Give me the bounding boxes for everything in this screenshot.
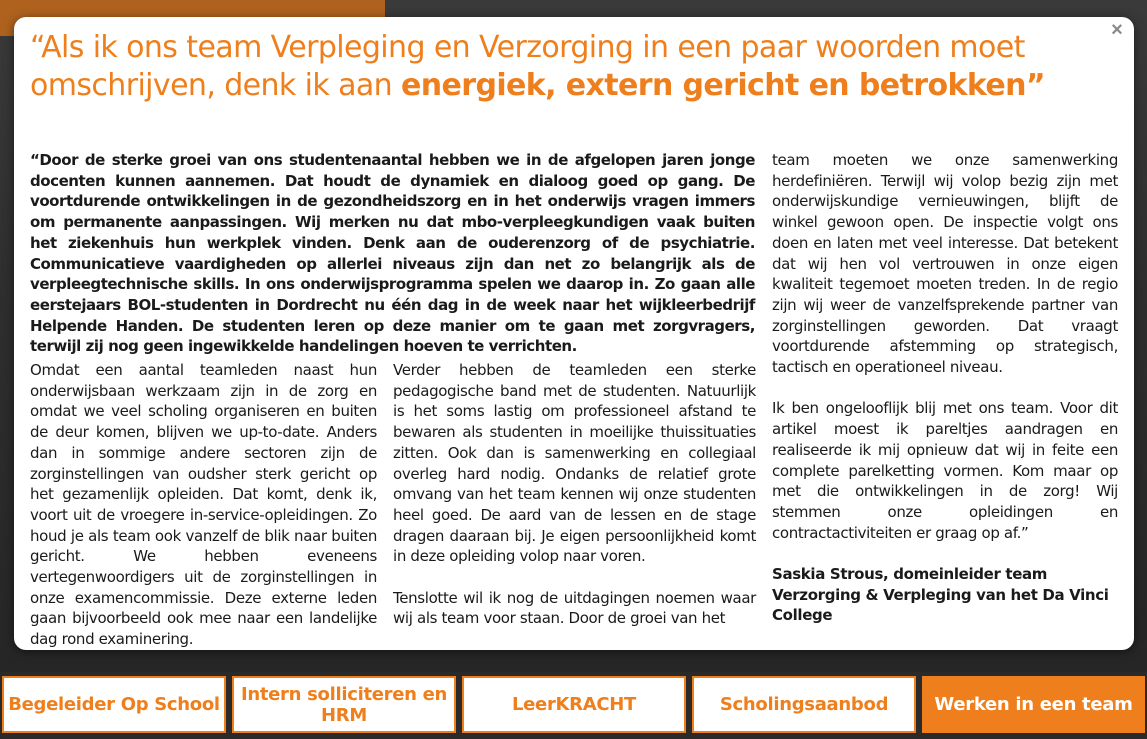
nav-werken-in-een-team[interactable]: Werken in een team (922, 676, 1145, 733)
article-modal (14, 17, 1134, 650)
paragraph: Ik ben ongelooflijk blij met ons team. Voor dit artikel moest ik pareltjes aandragen en realiseerde ik mij opnieuw dat wij in feite een complete parelketting vormen. Kom maar op met die ontwikkelingen in de zorg! Wij stemmen onze opleidingen en contractactiviteiten er graag op af.” (772, 399, 1118, 542)
paragraph: Omdat een aantal teamleden naast hun onderwijsbaan werkzaam zijn in de zorg en omdat we veel scholing organiseren en buiten de deur komen, blijven we up-to-date. Anders dan in sommige andere sectoren zijn de zorginstellingen van oudsher sterk gericht op het gezamenlijk opleiden. Dat komt, denk ik, voort uit de vroegere in-service-opleidingen. Zo houd je als team ook vanzelf de blik naar buiten gericht. We hebben eveneens vertegenwoordigers uit de zorginstellingen in onze examencommissie. Deze externe leden gaan bijvoorbeeld ook mee naar een landelijke dag rond examinering. (30, 361, 377, 649)
author-signature: Saskia Strous, domeinleider team Verzorging & Verpleging van het Da Vinci College (772, 565, 1109, 625)
nav-intern-solliciteren[interactable]: Intern solliciteren en HRM (232, 676, 456, 733)
article-column-3 (772, 150, 1118, 647)
paragraph: Verder hebben de teamleden een sterke pedagogische band met de studenten. Natuurlijk is het soms lastig om professioneel afstand te bewaren als studenten in moeilijke thuissituaties zitten. Ook dan is samenwerking en collegiaal overleg hard nodig. Ondanks de relatief grote omvang van het team kennen wij onze studenten heel goed. De aard van de lessen en de stage dragen daaraan bij. Je eigen persoonlijkheid komt in deze opleiding volop naar voren. (393, 361, 756, 566)
headline-bold: energiek, extern gericht en betrokken” (401, 68, 1045, 103)
nav-begeleider-op-school[interactable]: Begeleider Op School (2, 676, 226, 733)
headline-regular: “Als ik ons team Verpleging en Verzorging in een paar woorden moet omschrijven, denk ik aan (30, 30, 1025, 103)
article-column-1 (30, 360, 377, 650)
article-intro: “Door de sterke groei van ons studentenaantal hebben we in de afgelopen jaren jonge docenten kunnen aannemen. Dat houdt de dynamiek en dialoog goed op gang. De voortdurende ontwikkelingen in de gezondheidszorg en in het onderwijs vragen immers om permanente aanpassingen. Wij merken nu dat mbo-verpleegkundigen vaak buiten het ziekenhuis hun werkplek vinden. Denk aan de ouderenzorg of de psychiatrie. Communicatieve vaardigheden op allerlei niveaus zijn dan net zo belangrijk als de verpleegtechnische skills. In ons onderwijsprogramma spelen we daarop in. Zo gaan alle eerstejaars BOL-studenten in Dordrecht nu één dag in de week naar het wijkleerbedrijf Helpende Handen. De studenten leren op deze manier om te gaan met zorgvragers, terwijl zij nog geen ingewikkelde handelingen hoeven te verrichten. (30, 151, 755, 356)
close-icon[interactable]: × (1111, 19, 1123, 41)
nav-scholingsaanbod[interactable]: Scholingsaanbod (692, 676, 916, 733)
article-column-2 (393, 360, 756, 650)
nav-leerkracht[interactable]: LeerKRACHT (462, 676, 686, 733)
bottom-navigation (0, 672, 1147, 739)
paragraph: team moeten we onze samenwerking herdefiniëren. Terwijl wij volop bezig zijn met onderwijskundige vernieuwingen, blijft de winkel gewoon open. De inspectie volgt ons doen en laten met veel interesse. Dat betekent dat wij hen vol vertrouwen in onze eigen kwaliteit tegemoet moeten treden. In de regio zijn wij weer de vanzelfsprekende partner van zorginstellingen geworden. Dat vraagt voortdurende afstemming op strategisch, tactisch en operationeel niveau. (772, 151, 1118, 377)
paragraph: Tenslotte wil ik nog de uitdagingen noemen waar wij als team voor staan. Door de groei van het (393, 588, 756, 628)
article-headline (30, 29, 1120, 105)
